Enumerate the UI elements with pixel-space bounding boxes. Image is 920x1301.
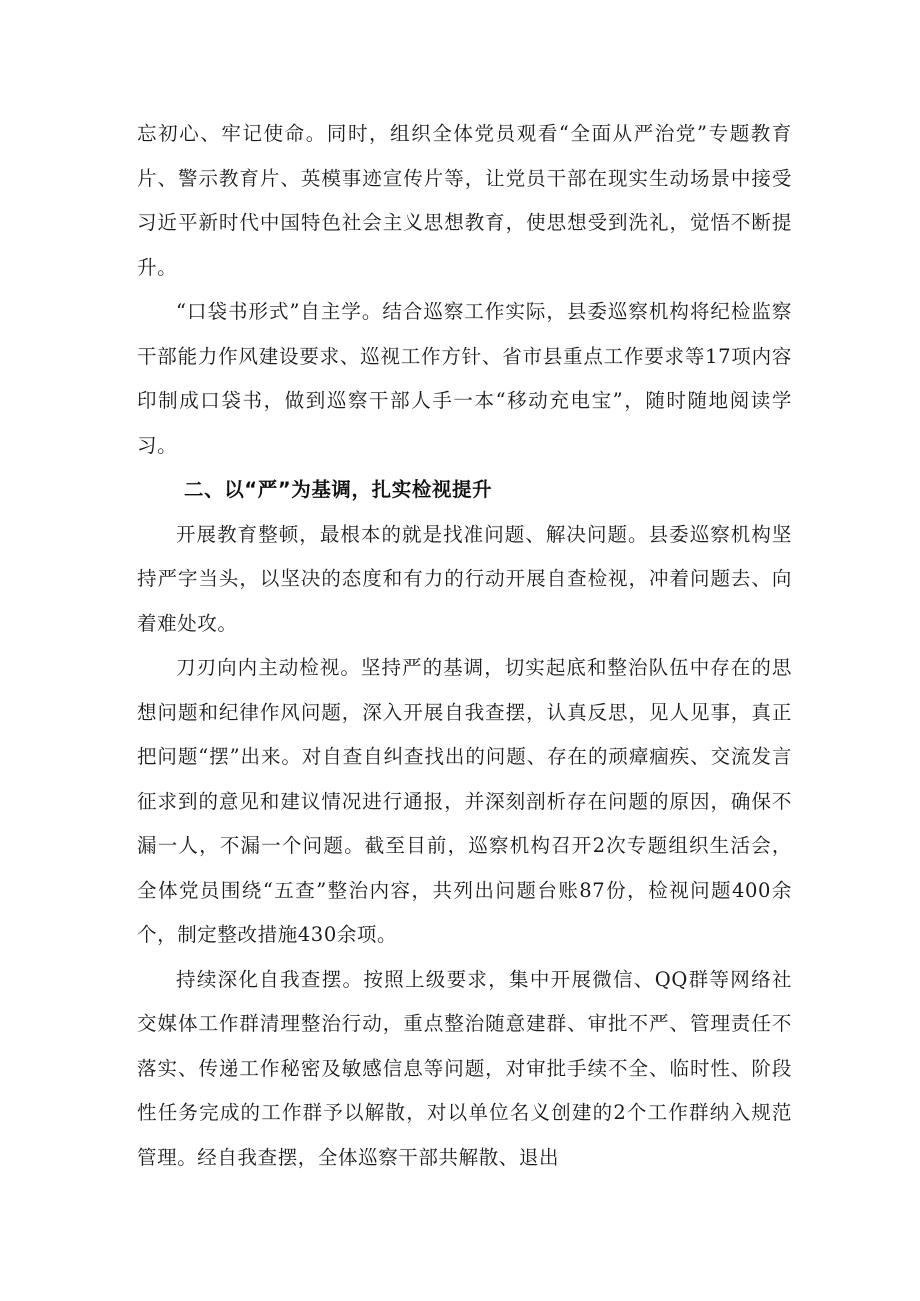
paragraph-5: 持续深化自我查摆。按照上级要求，集中开展微信、QQ群等网络社交媒体工作群清理整治行动，重点整治随意建群、审批不严、管理责任不落实、传递工作秘密及敏感信息等问题，对审批手续不全、临时性、阶段性任务完成的工作群予以解散，对以单位名义创建的2个工作群纳入规范管理。经自我查摆，全体巡察干部共解散、退出 <box>137 967 792 1169</box>
paragraph-3: 开展教育整顿，最根本的就是找准问题、解决问题。县委巡察机构坚持严字当头，以坚决的态度和有力的行动开展自查检视，冲着问题去、向着难处攻。 <box>137 522 792 635</box>
paragraph-1: 忘初心、牢记使命。同时，组织全体党员观看“全面从严治党”专题教育片、警示教育片、英模事迹宣传片等，让党员干部在现实生动场景中接受习近平新时代中国特色社会主义思想教育，使思想受到洗礼，觉悟不断提升。 <box>137 122 792 279</box>
section-heading-2: 二、以“严”为基调，扎实检视提升 <box>184 478 493 501</box>
document-body <box>137 112 792 1180</box>
paragraph-4: 刀刃向内主动检视。坚持严的基调，切实起底和整治队伍中存在的思想问题和纪律作风问题，深入开展自我查摆，认真反思，见人见事，真正把问题“摆”出来。对自查自纠查找出的问题、存在的顽瘴痼疾、交流发言征求到的意见和建议情况进行通报，并深刻剖析存在问题的原因，确保不漏一人，不漏一个问题。截至目前，巡察机构召开2次专题组织生活会，全体党员围绕“五查”整治内容，共列出问题台账87份，检视问题400余个，制定整改措施430余项。 <box>137 656 792 946</box>
paragraph-2: “口袋书形式”自主学。结合巡察工作实际，县委巡察机构将纪检监察干部能力作风建设要求、巡视工作方针、省市县重点工作要求等17项内容印制成口袋书，做到巡察干部人手一本“移动充电宝”，随时随地阅读学习。 <box>137 300 792 457</box>
